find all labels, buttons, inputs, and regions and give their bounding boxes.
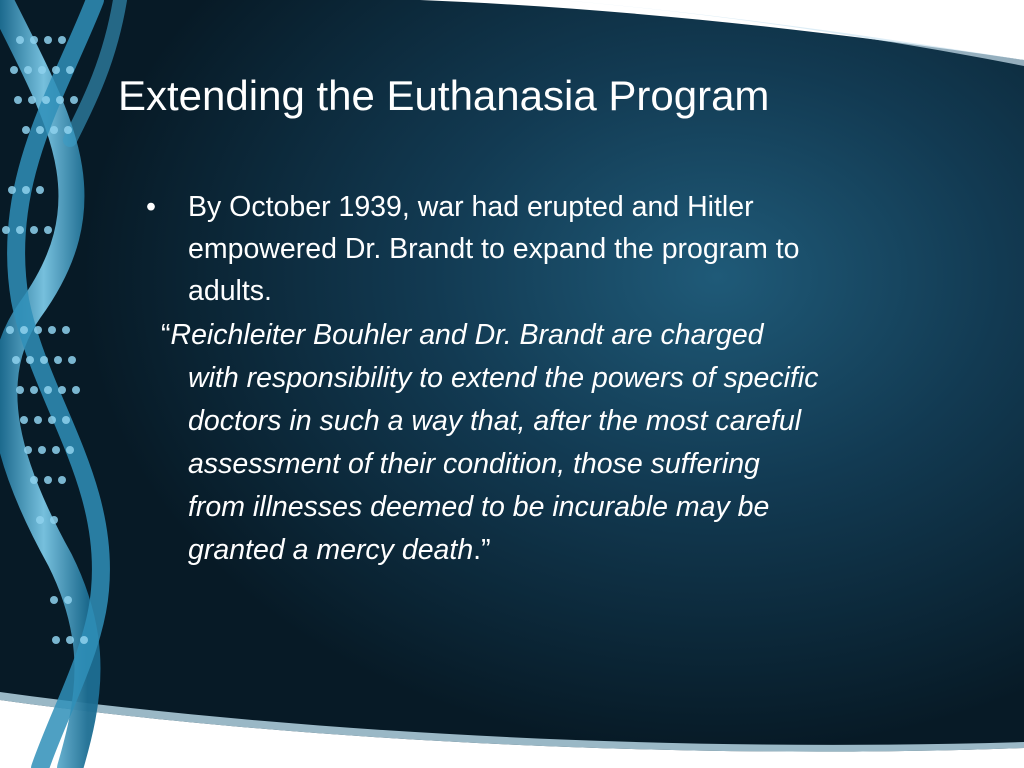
quote-text: doctors in such a way that, after the most careful xyxy=(188,405,802,437)
quote-text: from illnesses deemed to be incurable may be xyxy=(188,491,770,523)
quote-text: Reichleiter Bouhler and Dr. Brandt are charged xyxy=(170,319,764,351)
bullet-icon: • xyxy=(146,191,156,223)
quote-text: assessment of their condition, those suffering xyxy=(188,448,760,480)
bullet-text-line: By October 1939, war had erupted and Hitler xyxy=(188,191,754,223)
quote-line xyxy=(188,400,996,443)
bullet-text-line: adults. xyxy=(188,275,272,307)
bullet-text-line: empowered Dr. Brandt to expand the program to xyxy=(188,233,800,265)
open-quote-mark: “ xyxy=(161,319,171,351)
quote-text: with responsibility to extend the powers of specific xyxy=(188,362,819,394)
bullet-item xyxy=(146,186,996,312)
close-quote-mark: .” xyxy=(473,534,491,566)
quote-line xyxy=(188,529,996,572)
quote-text: granted a mercy death xyxy=(188,534,474,566)
quote-line xyxy=(161,314,996,357)
quote-line xyxy=(188,443,996,486)
slide-title: Extending the Euthanasia Program xyxy=(118,72,770,119)
slide-body xyxy=(146,186,996,572)
quote-line xyxy=(188,486,996,529)
quote-line xyxy=(188,357,996,400)
quote-block xyxy=(146,314,996,572)
